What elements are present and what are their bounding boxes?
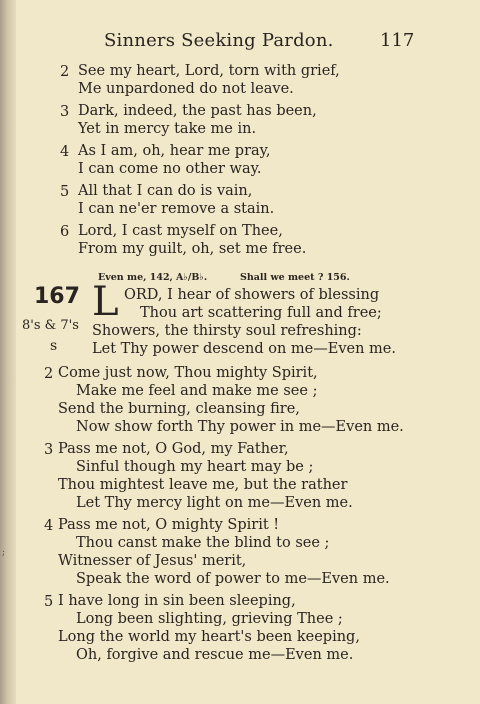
verse-line: Speak the word of power to me—Even me. xyxy=(76,571,390,587)
verse-line: I can ne'er remove a stain. xyxy=(78,201,275,217)
verse-number: 2 xyxy=(44,366,54,382)
verse-line: Sinful though my heart may be ; xyxy=(76,459,314,475)
verse-number: 2 xyxy=(60,64,70,80)
hymn-number: 167 xyxy=(34,284,80,309)
tune-reference: Even me, 142, xyxy=(98,272,173,283)
verse-line: As I am, oh, hear me pray, xyxy=(78,143,271,159)
verse-line: Showers, the thirsty soul refreshing: xyxy=(92,323,362,339)
verse-line: Thou art scattering full and free; xyxy=(140,305,382,321)
verse-number: 3 xyxy=(60,104,70,120)
verse-line: Me unpardoned do not leave. xyxy=(78,81,294,97)
verse-line: Pass me not, O mighty Spirit ! xyxy=(58,517,280,533)
verse-line: Oh, forgive and rescue me—Even me. xyxy=(76,647,354,663)
verse-line: All that I can do is vain, xyxy=(78,183,253,199)
drop-cap: L xyxy=(92,279,119,325)
verse-line: ORD, I hear of showers of blessing xyxy=(124,287,380,303)
verse-line: Come just now, Thou mighty Spirit, xyxy=(58,365,318,381)
gutter-mark: ; xyxy=(2,548,6,558)
verse-number: 4 xyxy=(44,518,54,534)
tune-reference: Shall we meet ? 156. xyxy=(240,272,350,283)
verse-line: See my heart, Lord, torn with grief, xyxy=(78,63,340,79)
verse-line: Now show forth Thy power in me—Even me. xyxy=(76,419,404,435)
verse-line: Long the world my heart's been keeping, xyxy=(58,629,360,645)
verse-line: Thou mightest leave me, but the rather xyxy=(58,477,348,493)
meter-label: 8's & 7's xyxy=(22,318,79,333)
tune-key: A♭/B♭. xyxy=(176,272,208,283)
verse-number: 3 xyxy=(44,442,54,458)
verse-line: Lord, I cast myself on Thee, xyxy=(78,223,283,239)
verse-number: 4 xyxy=(60,144,70,160)
key-signature: s xyxy=(50,338,58,354)
verse-line: Thou canst make the blind to see ; xyxy=(76,535,330,551)
page-number: 117 xyxy=(380,30,415,51)
verse-line: Yet in mercy take me in. xyxy=(78,121,257,137)
verse-line: Make me feel and make me see ; xyxy=(76,383,318,399)
page-title: Sinners Seeking Pardon. xyxy=(104,30,334,51)
verse-number: 5 xyxy=(60,184,70,200)
verse-number: 5 xyxy=(44,594,54,610)
verse-line: I can come no other way. xyxy=(78,161,262,177)
verse-line: From my guilt, oh, set me free. xyxy=(78,241,307,257)
verse-line: Send the burning, cleansing fire, xyxy=(58,401,300,417)
verse-line: Let Thy mercy light on me—Even me. xyxy=(76,495,353,511)
verse-line: Pass me not, O God, my Father, xyxy=(58,441,289,457)
book-gutter xyxy=(0,0,16,704)
verse-line: Witnesser of Jesus' merit, xyxy=(58,553,247,569)
verse-line: Long been slighting, grieving Thee ; xyxy=(76,611,343,627)
verse-line: Dark, indeed, the past has been, xyxy=(78,103,317,119)
verse-line: Let Thy power descend on me—Even me. xyxy=(92,341,396,357)
verse-line: I have long in sin been sleeping, xyxy=(58,593,296,609)
verse-number: 6 xyxy=(60,224,70,240)
